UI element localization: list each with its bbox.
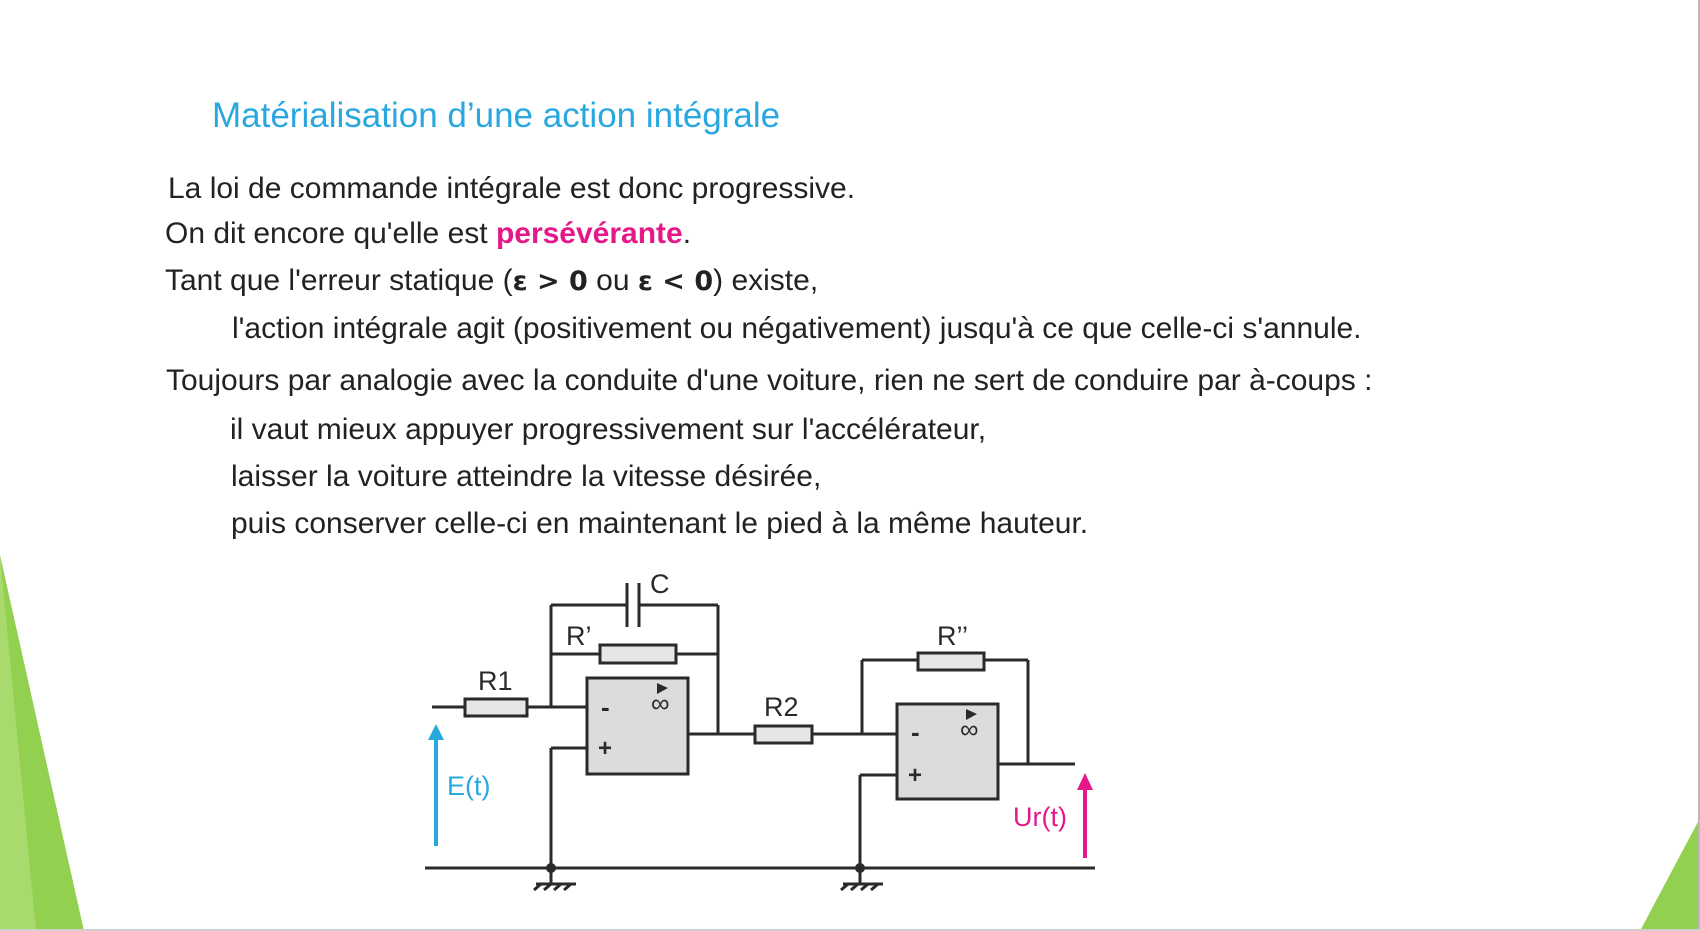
text-line-7: laisser la voiture atteindre la vitesse désirée, [231,460,822,493]
resistor-r1 [465,699,527,716]
text-line-4: l'action intégrale agit (positivement ou négativement) jusqu'à ce que celle-ci s'annule. [232,312,1362,345]
resistor-r-prime [600,645,676,663]
op-amp-2-infinity: ∞ [960,714,979,744]
right-green-triangle [1640,818,1700,931]
text-line-3-start: Tant que l'erreur statique ( [165,264,513,297]
math-epsilon-positive: ε > 0 [512,266,588,297]
text-line-2-end: . [682,217,692,250]
text-line-2-start: On dit encore qu'elle est [165,217,496,250]
input-arrow [428,724,444,846]
circuit-diagram [420,560,1120,900]
text-line-3 [165,263,818,300]
op-amp-1-minus: - [601,692,610,722]
slide-title: Matérialisation d’une action intégrale [212,96,781,135]
label-r2: R2 [764,692,799,722]
op-amp-2-minus: - [911,717,920,747]
capacitor-c [627,583,639,627]
label-r1: R1 [478,666,513,696]
resistor-r2 [755,726,812,743]
resistor-r-double-prime [918,653,984,670]
op-amp-2-plus: + [908,762,923,789]
ground-node-1 [546,863,556,873]
label-r-prime: R’ [566,621,592,651]
label-input-signal: E(t) [447,771,491,801]
highlight-perseverante: persévérante [495,217,683,250]
output-arrow [1077,773,1093,858]
text-line-6: il vaut mieux appuyer progressivement sur l'accélérateur, [230,413,987,446]
text-line-1: La loi de commande intégrale est donc progressive. [168,172,856,205]
label-r-double-prime: R’’ [937,621,969,651]
label-c: C [650,569,670,599]
math-epsilon-negative: ε < 0 [637,266,714,297]
op-amp-1-plus: + [598,735,613,762]
text-line-5: Toujours par analogie avec la conduite d'une voiture, rien ne sert de conduire par à-coups : [166,364,1373,397]
op-amp-1-infinity: ∞ [651,688,670,718]
ground-node-2 [855,863,865,873]
text-line-3-end: ) existe, [713,264,819,297]
text-line-2 [165,216,691,252]
text-line-8: puis conserver celle-ci en maintenant le pied à la même hauteur. [231,507,1089,540]
label-output-signal: Ur(t) [1013,802,1067,832]
text-line-3-mid: ou [587,264,638,297]
